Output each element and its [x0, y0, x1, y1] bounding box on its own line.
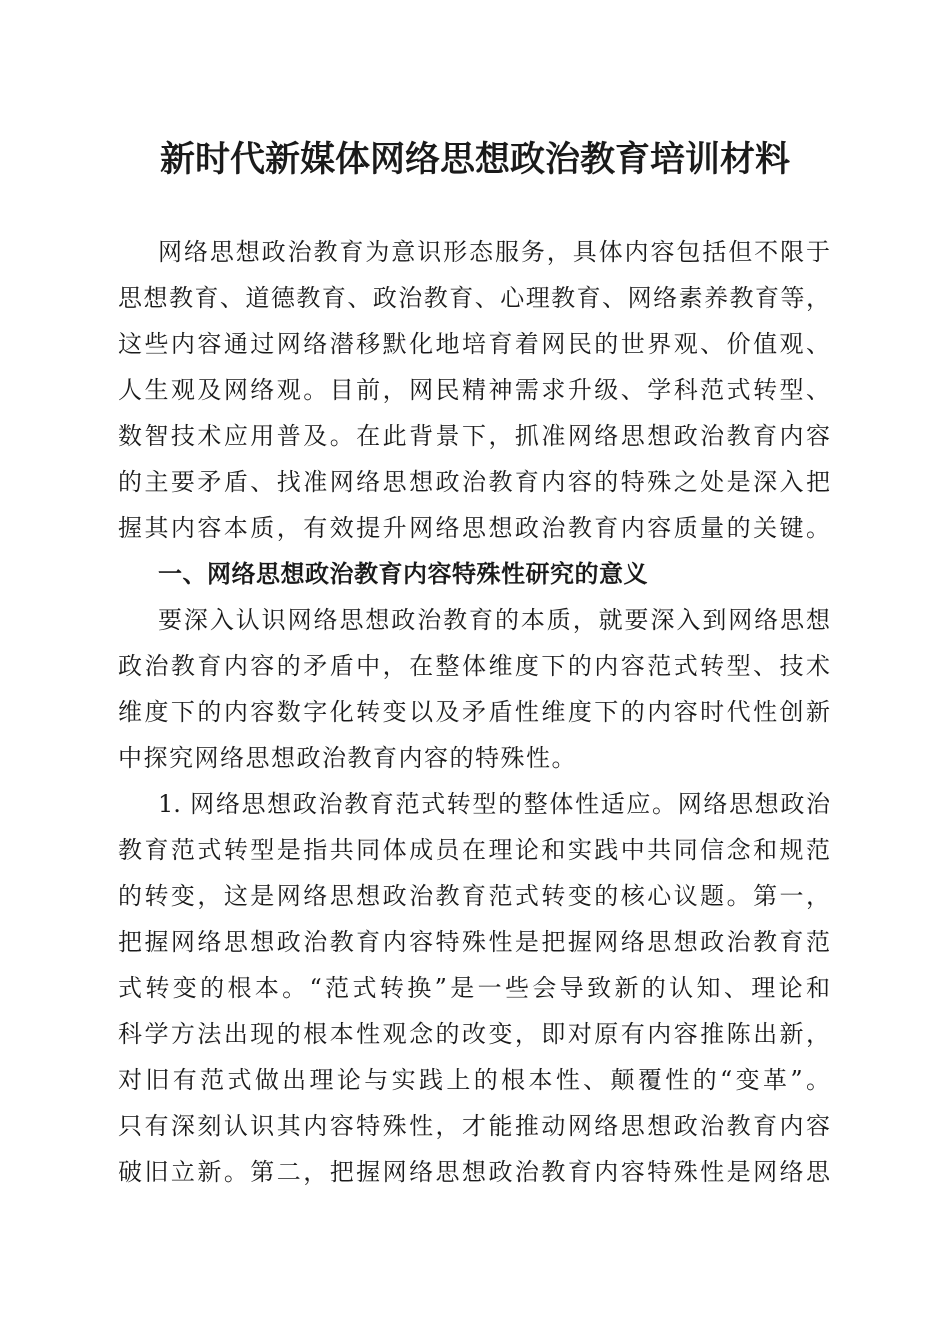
section-heading-1: 一、网络思想政治教育内容特殊性研究的意义: [158, 560, 648, 588]
paragraph-3-line-7: 对旧有范式做出理论与实践上的根本性、颠覆性的“变革”。: [118, 1066, 830, 1094]
paragraph-2-line-2: 政治教育内容的矛盾中，在整体维度下的内容范式转型、技术: [118, 652, 830, 680]
paragraph-1-line-3: 这些内容通过网络潜移默化地培育着网民的世界观、价值观、: [118, 330, 830, 358]
paragraph-3-line-4: 把握网络思想政治教育内容特殊性是把握网络思想政治教育范: [118, 928, 830, 956]
paragraph-3-line-2: 教育范式转型是指共同体成员在理论和实践中共同信念和规范: [118, 836, 830, 864]
paragraph-1-line-6: 的主要矛盾、找准网络思想政治教育内容的特殊之处是深入把: [118, 468, 830, 496]
paragraph-1-line-2: 思想教育、道德教育、政治教育、心理教育、网络素养教育等，: [118, 284, 830, 312]
paragraph-1-line-7: 握其内容本质，有效提升网络思想政治教育内容质量的关键。: [118, 514, 830, 542]
paragraph-3-line-6: 科学方法出现的根本性观念的改变，即对原有内容推陈出新，: [118, 1020, 830, 1048]
document-title: 新时代新媒体网络思想政治教育培训材料: [159, 139, 790, 180]
paragraph-3-line-3: 的转变，这是网络思想政治教育范式转变的核心议题。第一，: [118, 882, 830, 910]
paragraph-2-line-3: 维度下的内容数字化转变以及矛盾性维度下的内容时代性创新: [118, 698, 830, 726]
paragraph-1-line-5: 数智技术应用普及。在此背景下，抓准网络思想政治教育内容: [118, 422, 830, 450]
paragraph-1-line-4: 人生观及网络观。目前，网民精神需求升级、学科范式转型、: [118, 376, 830, 404]
paragraph-3-line-1: 1. 网络思想政治教育范式转型的整体性适应。网络思想政治: [158, 790, 830, 818]
paragraph-2-line-1: 要深入认识网络思想政治教育的本质，就要深入到网络思想: [158, 606, 830, 634]
paragraph-1-line-1: 网络思想政治教育为意识形态服务，具体内容包括但不限于: [158, 238, 830, 266]
paragraph-3-line-5: 式转变的根本。“范式转换”是一些会导致新的认知、理论和: [118, 974, 830, 1002]
paragraph-3-line-8: 只有深刻认识其内容特殊性，才能推动网络思想政治教育内容: [118, 1112, 830, 1140]
paragraph-3-line-9: 破旧立新。第二，把握网络思想政治教育内容特殊性是网络思: [118, 1158, 830, 1186]
paragraph-2-line-4: 中探究网络思想政治教育内容的特殊性。: [118, 744, 577, 772]
